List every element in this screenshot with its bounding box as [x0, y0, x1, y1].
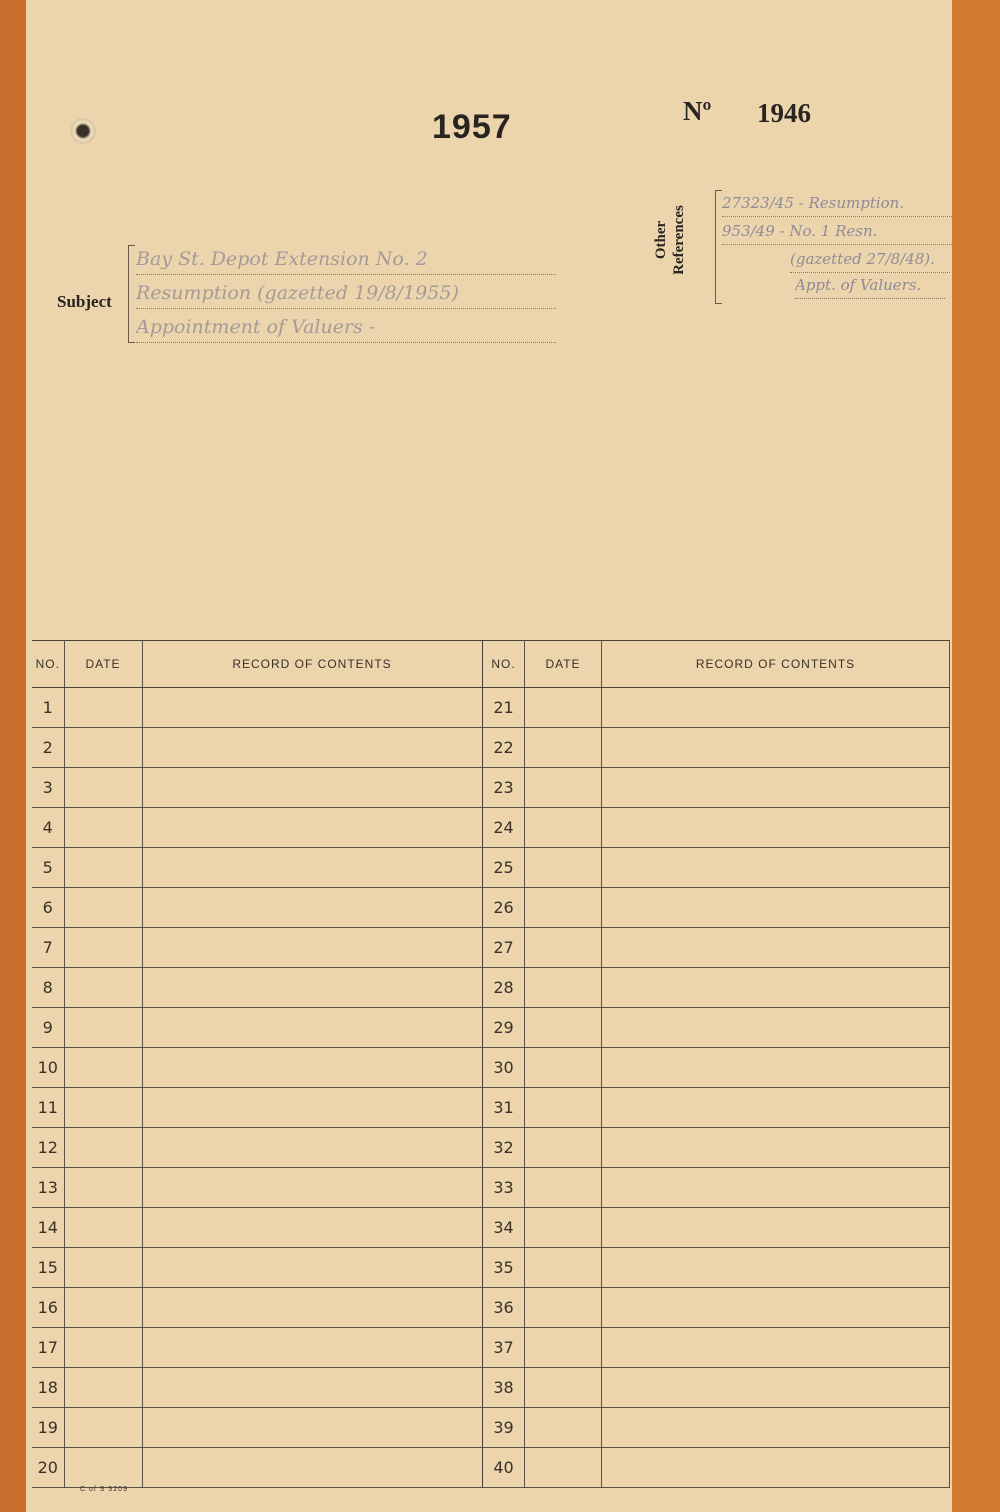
contents-rows-right	[483, 688, 950, 1488]
row-number: 18	[32, 1368, 64, 1408]
record-cell[interactable]	[142, 888, 482, 928]
row-number: 36	[483, 1288, 525, 1328]
table-row	[32, 848, 482, 888]
date-cell[interactable]	[525, 968, 602, 1008]
subject-label: Subject	[57, 292, 112, 311]
contents-table-right	[482, 640, 950, 1488]
record-cell[interactable]	[142, 1288, 482, 1328]
table-row	[483, 1208, 950, 1248]
table-row	[483, 1048, 950, 1088]
row-number: 20	[32, 1448, 64, 1488]
date-cell[interactable]	[525, 1008, 602, 1048]
row-number: 19	[32, 1408, 64, 1448]
row-number: 23	[483, 768, 525, 808]
table-row	[483, 1088, 950, 1128]
subject-line-2: Resumption (gazetted 19/8/1955)	[136, 278, 556, 309]
table-row	[32, 808, 482, 848]
table-row	[483, 1248, 950, 1288]
record-cell[interactable]	[142, 1008, 482, 1048]
row-number: 34	[483, 1208, 525, 1248]
subject-line-3: Appointment of Valuers -	[136, 312, 556, 343]
record-cell[interactable]	[602, 1088, 950, 1128]
record-cell[interactable]	[602, 1368, 950, 1408]
row-number: 7	[32, 928, 64, 968]
row-number: 27	[483, 928, 525, 968]
date-cell[interactable]	[64, 1408, 142, 1448]
date-cell[interactable]	[525, 688, 602, 728]
record-cell[interactable]	[602, 1328, 950, 1368]
table-row	[483, 1128, 950, 1168]
record-cell[interactable]	[602, 888, 950, 928]
date-cell[interactable]	[64, 1248, 142, 1288]
row-number: 17	[32, 1328, 64, 1368]
record-cell[interactable]	[142, 1128, 482, 1168]
date-cell[interactable]	[64, 1168, 142, 1208]
date-cell[interactable]	[64, 928, 142, 968]
row-number: 1	[32, 688, 64, 728]
record-cell[interactable]	[142, 1088, 482, 1128]
other-references-label-line2: References	[671, 205, 687, 275]
row-number: 38	[483, 1368, 525, 1408]
table-row	[32, 1288, 482, 1328]
contents-table-left	[32, 640, 483, 1488]
file-year: 1957	[432, 108, 512, 146]
subject-bracket	[128, 245, 135, 343]
table-row	[483, 1408, 950, 1448]
table-row	[32, 728, 482, 768]
row-number: 8	[32, 968, 64, 1008]
table-row	[32, 1328, 482, 1368]
date-cell[interactable]	[525, 728, 602, 768]
record-cell[interactable]	[142, 1408, 482, 1448]
table-row	[32, 1408, 482, 1448]
record-cell[interactable]	[142, 1168, 482, 1208]
date-cell[interactable]	[525, 1128, 602, 1168]
file-number-label: Nº	[683, 96, 712, 126]
record-cell[interactable]	[602, 928, 950, 968]
row-number: 35	[483, 1248, 525, 1288]
row-number: 22	[483, 728, 525, 768]
date-cell[interactable]	[64, 1448, 142, 1488]
row-number: 5	[32, 848, 64, 888]
record-cell[interactable]	[142, 688, 482, 728]
record-cell[interactable]	[602, 688, 950, 728]
table-row	[32, 928, 482, 968]
other-references-label-line1: Other	[653, 220, 669, 260]
punch-hole	[70, 118, 96, 144]
record-cell[interactable]	[142, 1328, 482, 1368]
date-cell[interactable]	[64, 848, 142, 888]
record-cell[interactable]	[602, 1008, 950, 1048]
record-cell[interactable]	[142, 1448, 482, 1488]
date-cell[interactable]	[525, 1048, 602, 1088]
column-header-record: RECORD OF CONTENTS	[602, 641, 950, 688]
row-number: 2	[32, 728, 64, 768]
row-number: 26	[483, 888, 525, 928]
date-cell[interactable]	[64, 968, 142, 1008]
record-cell[interactable]	[602, 1448, 950, 1488]
table-row	[32, 1088, 482, 1128]
column-header-no: NO.	[483, 641, 525, 688]
date-cell[interactable]	[525, 1328, 602, 1368]
reference-line-3: (gazetted 27/8/48).	[790, 246, 950, 273]
table-row	[483, 1368, 950, 1408]
record-cell[interactable]	[142, 1048, 482, 1088]
table-row	[483, 808, 950, 848]
record-cell[interactable]	[142, 928, 482, 968]
table-row	[483, 1448, 950, 1488]
date-cell[interactable]	[64, 1088, 142, 1128]
date-cell[interactable]	[525, 888, 602, 928]
record-cell[interactable]	[602, 1408, 950, 1448]
date-cell[interactable]	[525, 1208, 602, 1248]
table-row	[32, 768, 482, 808]
table-row	[483, 848, 950, 888]
table-row	[32, 1048, 482, 1088]
date-cell[interactable]	[525, 1088, 602, 1128]
date-cell[interactable]	[64, 1368, 142, 1408]
row-number: 24	[483, 808, 525, 848]
reference-line-4: Appt. of Valuers.	[795, 272, 945, 299]
date-cell[interactable]	[64, 808, 142, 848]
date-cell[interactable]	[525, 808, 602, 848]
date-cell[interactable]	[64, 1288, 142, 1328]
table-row	[32, 688, 482, 728]
date-cell[interactable]	[525, 768, 602, 808]
column-header-date: DATE	[64, 641, 142, 688]
table-row	[483, 1008, 950, 1048]
file-number: 1946	[757, 98, 811, 128]
table-row	[483, 888, 950, 928]
row-number: 14	[32, 1208, 64, 1248]
row-number: 13	[32, 1168, 64, 1208]
row-number: 37	[483, 1328, 525, 1368]
references-bracket	[715, 190, 722, 304]
date-cell[interactable]	[525, 928, 602, 968]
row-number: 15	[32, 1248, 64, 1288]
table-row	[32, 1128, 482, 1168]
table-row	[483, 728, 950, 768]
reference-line-2: 953/49 - No. 1 Resn.	[722, 218, 952, 245]
record-cell[interactable]	[602, 728, 950, 768]
row-number: 11	[32, 1088, 64, 1128]
form-code: C of S 5209	[80, 1486, 128, 1493]
record-cell[interactable]	[142, 1208, 482, 1248]
row-number: 29	[483, 1008, 525, 1048]
cover-spine-right	[950, 0, 1000, 1512]
record-cell[interactable]	[142, 968, 482, 1008]
record-cell[interactable]	[142, 768, 482, 808]
row-number: 28	[483, 968, 525, 1008]
date-cell[interactable]	[64, 1328, 142, 1368]
record-cell[interactable]	[142, 1248, 482, 1288]
table-row	[32, 1208, 482, 1248]
table-row	[32, 1168, 482, 1208]
record-cell[interactable]	[602, 1048, 950, 1088]
record-cell[interactable]	[602, 1248, 950, 1288]
date-cell[interactable]	[525, 1368, 602, 1408]
table-row	[483, 928, 950, 968]
table-row	[483, 1288, 950, 1328]
record-cell[interactable]	[602, 808, 950, 848]
record-cell[interactable]	[602, 1208, 950, 1248]
row-number: 25	[483, 848, 525, 888]
record-cell[interactable]	[602, 848, 950, 888]
row-number: 39	[483, 1408, 525, 1448]
other-references-label	[652, 180, 688, 300]
record-cell[interactable]	[602, 1168, 950, 1208]
date-cell[interactable]	[525, 1408, 602, 1448]
row-number: 6	[32, 888, 64, 928]
table-row	[32, 888, 482, 928]
record-cell[interactable]	[142, 848, 482, 888]
table-row	[483, 968, 950, 1008]
column-header-no: NO.	[32, 641, 64, 688]
record-cell[interactable]	[602, 968, 950, 1008]
date-cell[interactable]	[525, 848, 602, 888]
table-row	[32, 1248, 482, 1288]
date-cell[interactable]	[64, 728, 142, 768]
table-row	[32, 968, 482, 1008]
record-cell[interactable]	[142, 808, 482, 848]
reference-line-1: 27323/45 - Resumption.	[722, 190, 952, 217]
table-row	[483, 768, 950, 808]
record-cell[interactable]	[602, 768, 950, 808]
table-row	[483, 1328, 950, 1368]
date-cell[interactable]	[525, 1288, 602, 1328]
date-cell[interactable]	[64, 768, 142, 808]
record-cell[interactable]	[602, 1128, 950, 1168]
row-number: 10	[32, 1048, 64, 1088]
date-cell[interactable]	[64, 1048, 142, 1088]
row-number: 33	[483, 1168, 525, 1208]
row-number: 21	[483, 688, 525, 728]
row-number: 32	[483, 1128, 525, 1168]
date-cell[interactable]	[525, 1448, 602, 1488]
row-number: 16	[32, 1288, 64, 1328]
contents-rows-left	[32, 688, 482, 1488]
record-cell[interactable]	[142, 728, 482, 768]
row-number: 3	[32, 768, 64, 808]
date-cell[interactable]	[64, 1208, 142, 1248]
date-cell[interactable]	[64, 688, 142, 728]
date-cell[interactable]	[525, 1248, 602, 1288]
table-row	[32, 1008, 482, 1048]
row-number: 12	[32, 1128, 64, 1168]
table-row	[32, 1448, 482, 1488]
row-number: 30	[483, 1048, 525, 1088]
date-cell[interactable]	[64, 888, 142, 928]
date-cell[interactable]	[64, 1008, 142, 1048]
table-row	[32, 1368, 482, 1408]
row-number: 4	[32, 808, 64, 848]
row-number: 40	[483, 1448, 525, 1488]
subject-line-1: Bay St. Depot Extension No. 2	[136, 244, 556, 275]
record-cell[interactable]	[602, 1288, 950, 1328]
date-cell[interactable]	[64, 1128, 142, 1168]
table-row	[483, 688, 950, 728]
column-header-date: DATE	[525, 641, 602, 688]
record-cell[interactable]	[142, 1368, 482, 1408]
row-number: 9	[32, 1008, 64, 1048]
row-number: 31	[483, 1088, 525, 1128]
column-header-record: RECORD OF CONTENTS	[142, 641, 482, 688]
date-cell[interactable]	[525, 1168, 602, 1208]
table-row	[483, 1168, 950, 1208]
